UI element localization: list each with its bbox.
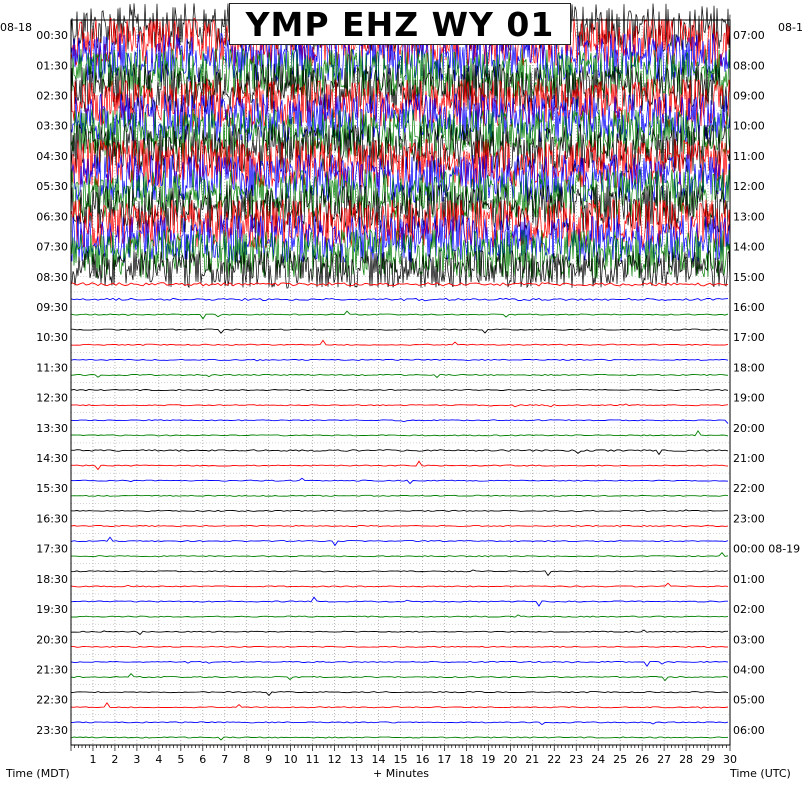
x-tick-label: 25 <box>613 753 628 766</box>
left-time-label: 21:30 <box>36 663 68 677</box>
x-tick-label: 17 <box>437 753 452 766</box>
x-tick-label: 27 <box>657 753 672 766</box>
right-time-label: 14:00 <box>733 240 765 254</box>
right-time-label: 15:00 <box>733 270 765 284</box>
x-tick-label: 28 <box>679 753 694 766</box>
x-tick-label: 11 <box>305 753 320 766</box>
left-time-label: 15:30 <box>36 482 68 496</box>
left-time-label: 22:30 <box>36 693 68 707</box>
x-tick-label: 29 <box>701 753 716 766</box>
x-tick-label: 6 <box>199 753 207 766</box>
x-tick-label: 7 <box>221 753 229 766</box>
right-time-label: 04:00 <box>733 663 765 677</box>
right-time-label: 19:00 <box>733 391 765 405</box>
left-time-label: 10:30 <box>36 331 68 345</box>
x-tick-label: 1 <box>89 753 97 766</box>
left-time-label: 11:30 <box>36 361 68 375</box>
left-time-label: 04:30 <box>36 149 68 163</box>
x-tick-label: 2 <box>111 753 119 766</box>
right-time-label: 06:00 <box>733 723 765 737</box>
x-tick-label: 26 <box>635 753 650 766</box>
x-tick-label: 22 <box>547 753 562 766</box>
left-axis-label: Time (MDT) <box>6 767 70 780</box>
right-time-label: 23:00 <box>733 512 765 526</box>
x-tick-label: 19 <box>481 753 496 766</box>
x-tick-label: 16 <box>415 753 430 766</box>
left-time-label: 12:30 <box>36 391 68 405</box>
x-tick-label: 15 <box>393 753 408 766</box>
right-time-label: 10:00 <box>733 119 765 133</box>
left-time-label: 07:30 <box>36 240 68 254</box>
right-date-label: 08-1 <box>778 21 803 34</box>
x-tick-label: 9 <box>265 753 273 766</box>
chart-title: YMP EHZ WY 01 <box>229 3 571 45</box>
right-time-label: 05:00 <box>733 693 765 707</box>
left-time-label: 17:30 <box>36 542 68 556</box>
left-time-label: 20:30 <box>36 633 68 647</box>
right-time-label: 08:00 <box>733 59 765 73</box>
x-tick-label: 18 <box>459 753 474 766</box>
right-time-label: 03:00 <box>733 633 765 647</box>
x-tick-label: 21 <box>525 753 540 766</box>
x-tick-label: 3 <box>133 753 141 766</box>
right-time-label: 17:00 <box>733 331 765 345</box>
x-axis-ticks <box>71 745 737 766</box>
left-time-label: 14:30 <box>36 452 68 466</box>
left-time-label: 05:30 <box>36 180 68 194</box>
x-tick-label: 24 <box>591 753 606 766</box>
right-time-label: 00:00 08-19 <box>733 542 801 556</box>
right-time-label: 13:00 <box>733 210 765 224</box>
right-time-label: 22:00 <box>733 482 765 496</box>
left-date-label: 08-18 <box>0 21 32 34</box>
x-tick-label: 10 <box>283 753 298 766</box>
right-time-label: 18:00 <box>733 361 765 375</box>
right-time-label: 11:00 <box>733 149 765 163</box>
right-time-label: 07:00 <box>733 29 765 43</box>
left-time-label: 13:30 <box>36 421 68 435</box>
x-tick-label: 23 <box>569 753 584 766</box>
x-tick-label: 12 <box>327 753 342 766</box>
left-time-label: 03:30 <box>36 119 68 133</box>
right-time-label: 09:00 <box>733 89 765 103</box>
left-time-label: 01:30 <box>36 59 68 73</box>
right-time-label: 20:00 <box>733 421 765 435</box>
left-time-label: 18:30 <box>36 572 68 586</box>
right-time-label: 12:00 <box>733 180 765 194</box>
x-tick-label: 5 <box>177 753 185 766</box>
right-time-label: 02:00 <box>733 603 765 617</box>
right-axis-label: Time (UTC) <box>730 767 791 780</box>
x-axis-label: + Minutes <box>373 767 430 780</box>
x-tick-label: 14 <box>371 753 386 766</box>
right-time-label: 21:00 <box>733 452 765 466</box>
left-time-label: 08:30 <box>36 270 68 284</box>
left-time-label: 16:30 <box>36 512 68 526</box>
x-tick-label: 8 <box>243 753 251 766</box>
right-time-label: 16:00 <box>733 300 765 314</box>
left-time-label: 06:30 <box>36 210 68 224</box>
x-tick-label: 30 <box>723 753 737 766</box>
left-time-label: 09:30 <box>36 300 68 314</box>
left-time-label: 00:30 <box>36 29 68 43</box>
left-time-label: 19:30 <box>36 603 68 617</box>
x-tick-label: 4 <box>155 753 163 766</box>
left-time-label: 02:30 <box>36 89 68 103</box>
left-time-label: 23:30 <box>36 723 68 737</box>
x-tick-label: 20 <box>503 753 518 766</box>
x-tick-label: 13 <box>349 753 364 766</box>
right-time-label: 01:00 <box>733 572 765 586</box>
